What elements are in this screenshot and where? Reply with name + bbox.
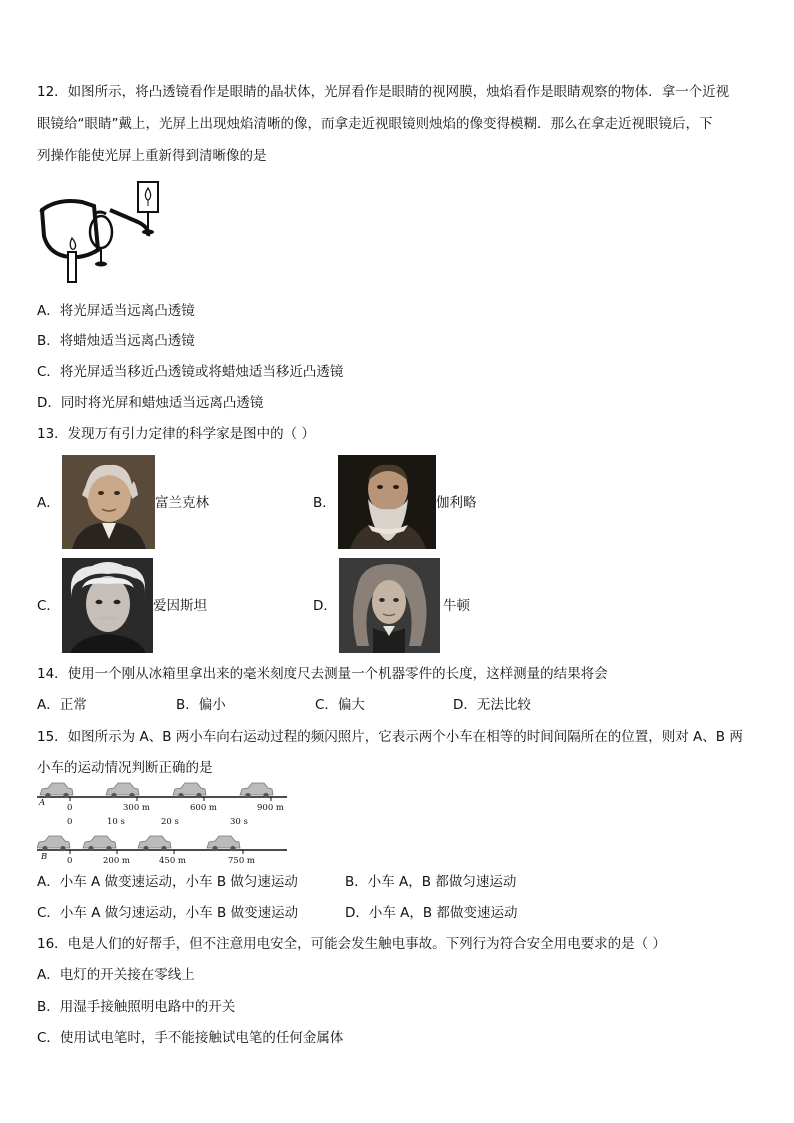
q15-strobe-figure: [37, 780, 292, 866]
track-a-time-3: 30 s: [230, 817, 248, 827]
q14-option-c: C．偏大: [315, 697, 365, 713]
q15-option-c: C．小车 A 做匀速运动，小车 B 做变速运动: [37, 905, 299, 921]
q12-option-a: A．将光屏适当远离凸透镜: [37, 303, 195, 319]
q16-option-c: C．使用试电笔时，手不能接触试电笔的任何金属体: [37, 1030, 344, 1046]
q15-option-d: D．小车 A，B 都做变速运动: [345, 905, 518, 921]
q15-option-a: A．小车 A 做变速运动，小车 B 做匀速运动: [37, 874, 298, 890]
q16-option-b: B．用湿手接触照明电路中的开关: [37, 999, 236, 1015]
q14-option-a: A．正常: [37, 697, 87, 713]
q14-option-d: D．无法比较: [453, 697, 531, 713]
q12-option-c: C．将光屏适当移近凸透镜或将蜡烛适当移近凸透镜: [37, 364, 344, 380]
track-a-position-0: 0: [67, 803, 73, 813]
track-a-time-2: 20 s: [161, 817, 179, 827]
q12-stem-line3: 列操作能使光屏上重新得到清晰像的是: [37, 148, 267, 164]
q13-option-a-name: 富兰克林: [155, 495, 209, 511]
q12-lens-glasses-figure: [38, 180, 168, 288]
q13-option-c-letter: C．: [37, 598, 60, 614]
q16-option-a: A．电灯的开关接在零线上: [37, 967, 195, 983]
q13-option-d-name: 牛顿: [443, 598, 470, 614]
track-a-time-0: 0: [67, 817, 73, 827]
franklin-portrait: [62, 455, 155, 549]
track-b-position-1: 200 m: [103, 856, 130, 866]
track-b-position-3: 750 m: [228, 856, 255, 866]
newton-portrait: [339, 558, 440, 653]
q15-option-b: B．小车 A，B 都做匀速运动: [345, 874, 517, 890]
q13-stem: 13．发现万有引力定律的科学家是图中的（ ）: [37, 426, 315, 442]
q13-option-b-letter: B．: [313, 495, 336, 511]
q12-stem-line2: 眼镜给“眼睛”戴上，光屏上出现烛焰清晰的像，而拿走近视眼镜则烛焰的像变得模糊．那么在拿走近视眼镜后，下: [37, 116, 713, 132]
q15-stem-line1: 15．如图所示为 A、B 两小车向右运动过程的频闪照片，它表示两个小车在相等的时间间隔所在的位置，则对 A、B 两: [37, 729, 743, 745]
q13-option-b-name: 伽利略: [436, 495, 477, 511]
q12-option-d: D．同时将光屏和蜡烛适当远离凸透镜: [37, 395, 264, 411]
q12-stem-line1: 12．如图所示，将凸透镜看作是眼睛的晶状体，光屏看作是眼睛的视网膜，烛焰看作是眼睛观察的物体．拿一个近视: [37, 84, 730, 100]
track-a-position-1: 300 m: [123, 803, 150, 813]
q12-option-b: B．将蜡烛适当远离凸透镜: [37, 333, 195, 349]
q13-option-a-letter: A．: [37, 495, 60, 511]
q14-option-b: B．偏小: [176, 697, 226, 713]
q16-stem: 16．电是人们的好帮手，但不注意用电安全，可能会发生触电事故。下列行为符合安全用电要求的是（ ）: [37, 936, 666, 952]
track-b-position-0: 0: [67, 856, 73, 866]
track-b-label: B: [41, 852, 48, 862]
track-a-position-3: 900 m: [257, 803, 284, 813]
einstein-portrait: [62, 558, 153, 653]
track-a-position-2: 600 m: [190, 803, 217, 813]
q14-stem: 14．使用一个刚从冰箱里拿出来的毫米刻度尺去测量一个机器零件的长度，这样测量的结果将会: [37, 666, 608, 682]
q15-stem-line2: 小车的运动情况判断正确的是: [37, 760, 213, 776]
q13-option-c-name: 爱因斯坦: [153, 598, 207, 614]
track-a-label: A: [39, 798, 46, 808]
galileo-portrait: [338, 455, 436, 549]
q13-option-d-letter: D．: [313, 598, 337, 614]
track-a-time-1: 10 s: [107, 817, 125, 827]
track-b-position-2: 450 m: [159, 856, 186, 866]
